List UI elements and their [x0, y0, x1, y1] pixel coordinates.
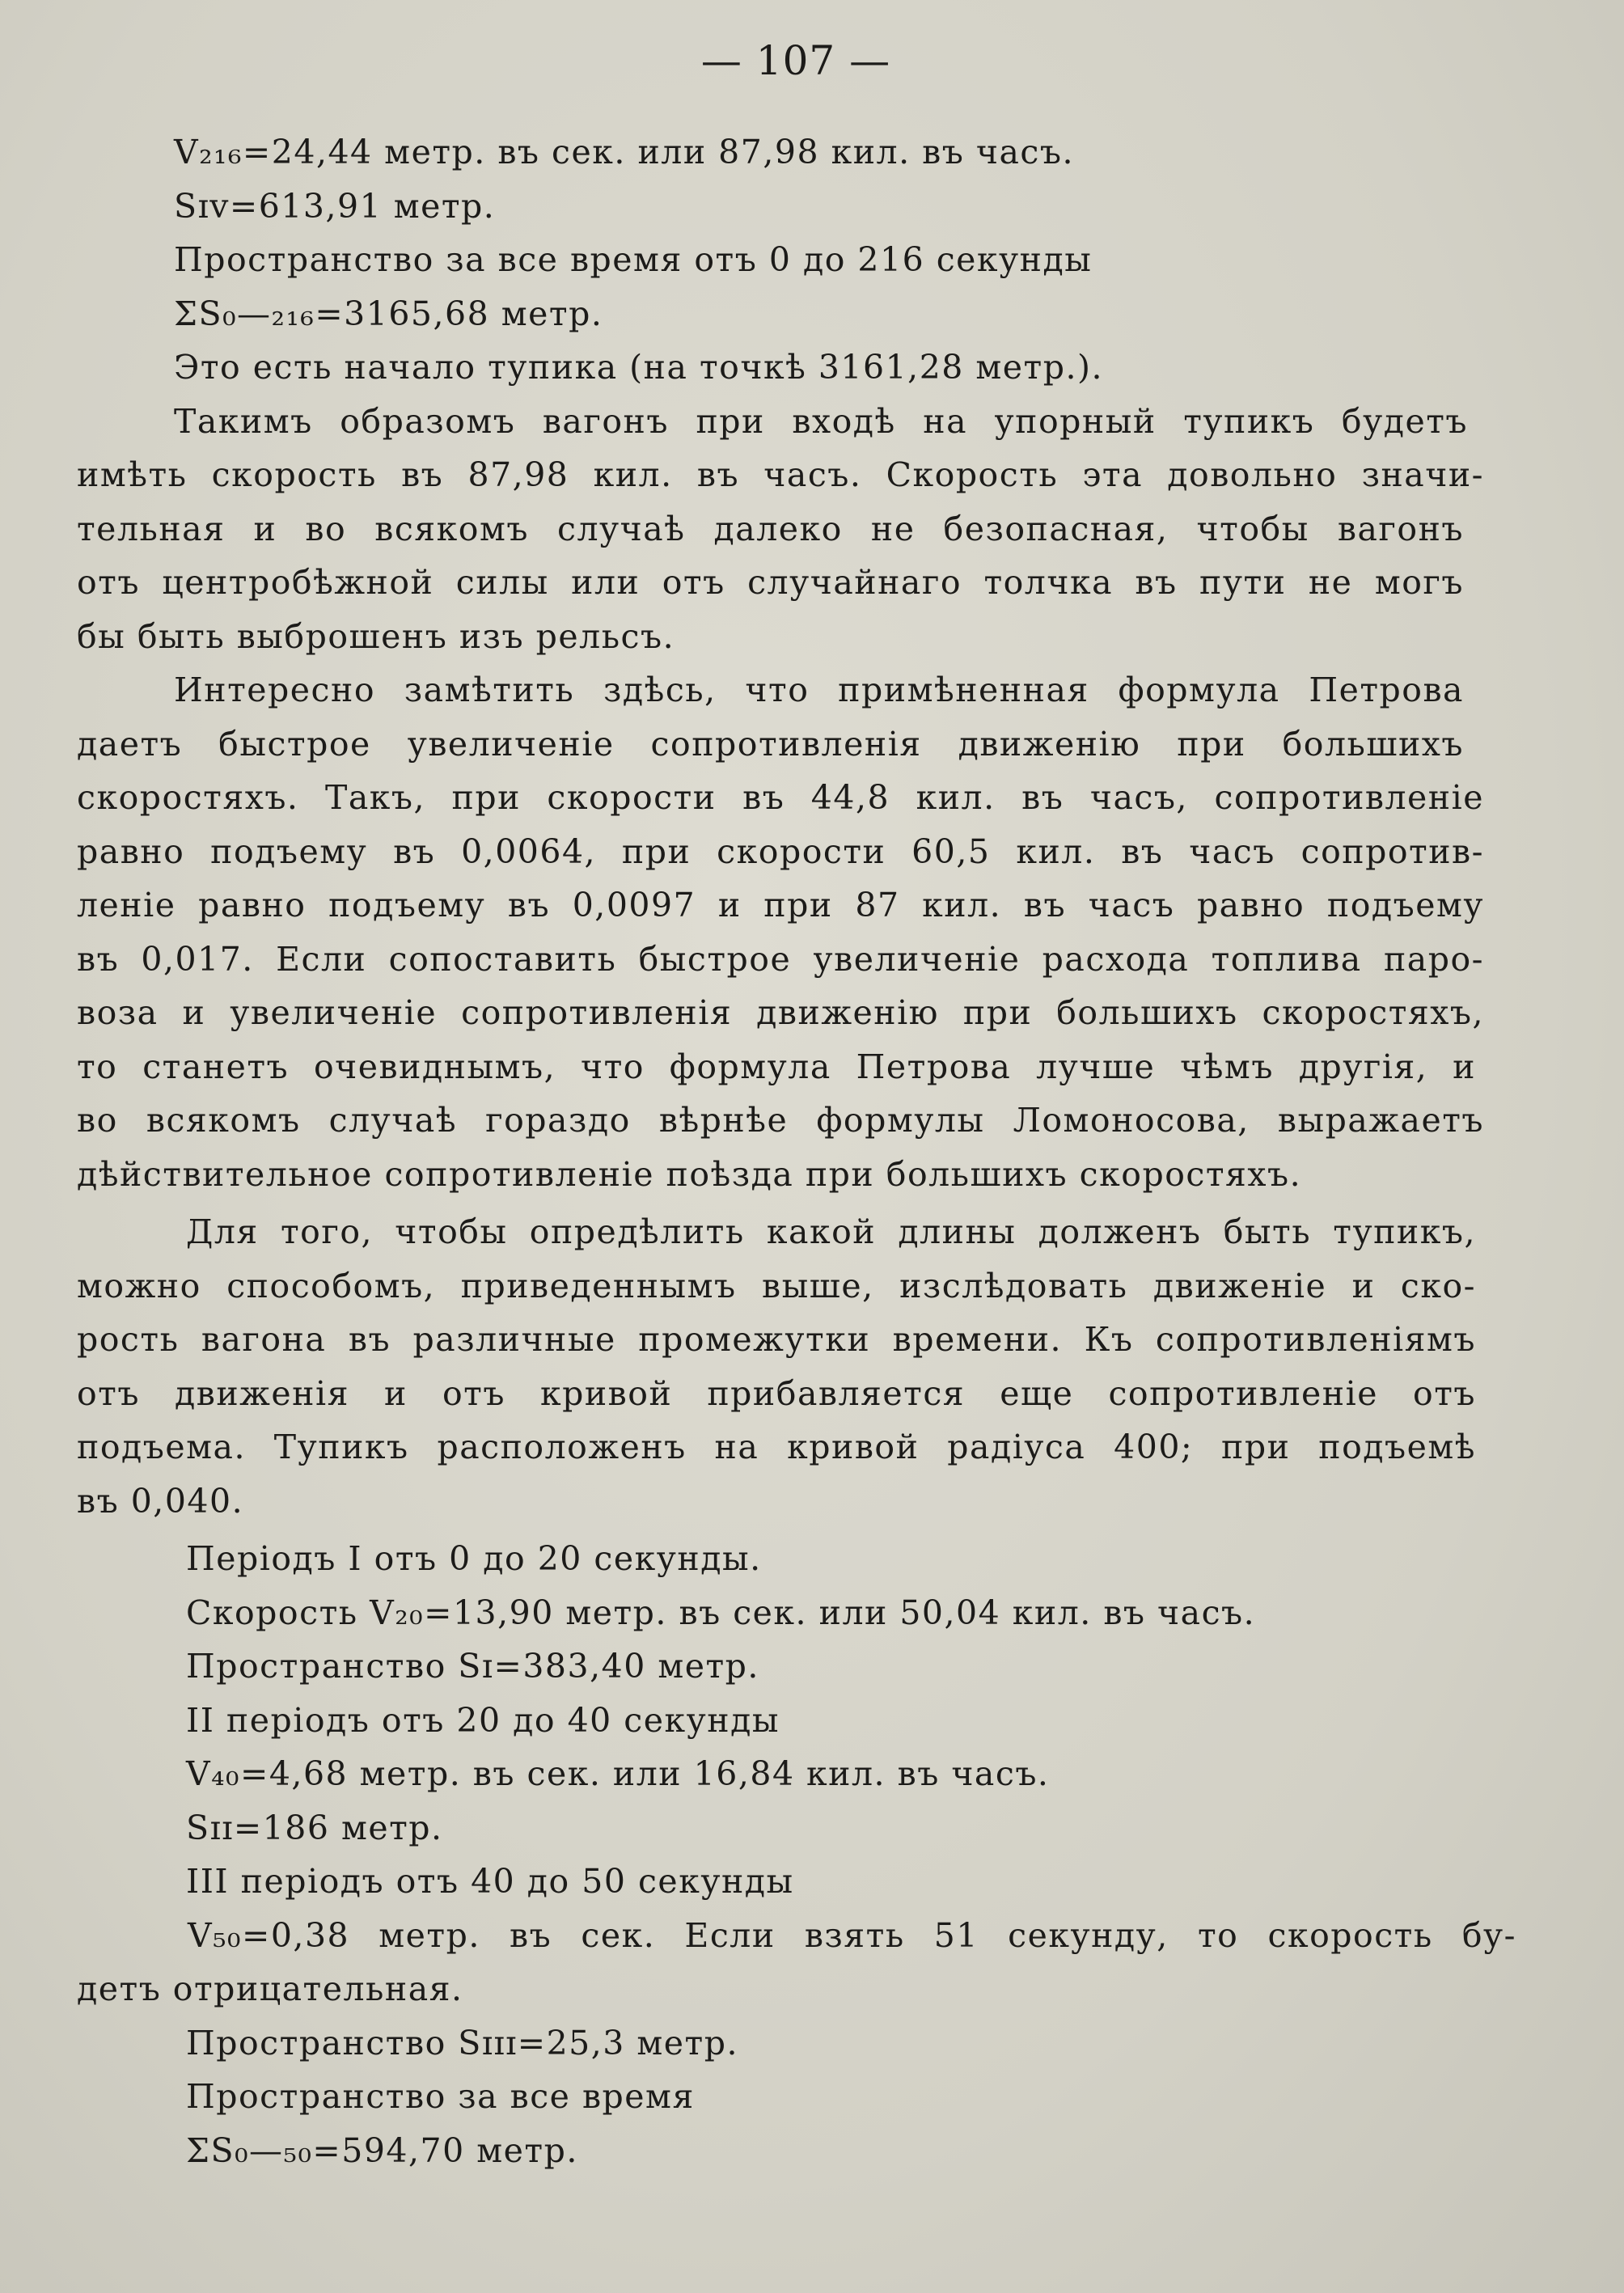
text-line: можно способомъ, приведеннымъ выше, изслѣдовать движеніе и ско- — [77, 1266, 1476, 1305]
text-line: ΣS₀—₅₀=594,70 метр. — [186, 2130, 578, 2170]
text-line: Такимъ образомъ вагонъ при входѣ на упорный тупикъ будетъ — [174, 401, 1468, 441]
text-line: бы быть выброшенъ изъ рельсъ. — [77, 616, 675, 656]
text-line: Скорость V₂₀=13,90 метр. въ сек. или 50,04 кил. въ часъ. — [186, 1593, 1256, 1632]
text-line: отъ центробѣжной силы или отъ случайнаго толчка въ пути не могъ — [77, 563, 1464, 602]
text-line: II періодъ отъ 20 до 40 секунды — [186, 1700, 780, 1740]
text-line: рость вагона въ различные промежутки времени. Къ сопротивленіямъ — [77, 1320, 1476, 1359]
text-line: детъ отрицательная. — [77, 1969, 463, 2008]
body-text — [77, 125, 1516, 2177]
text-line: дѣйствительное сопротивленіе поѣзда при большихъ скоростяхъ. — [77, 1154, 1302, 1194]
text-line: имѣть скорость въ 87,98 кил. въ часъ. Скорость эта довольно значи- — [77, 455, 1484, 494]
text-line: Интересно замѣтить здѣсь, что примѣненная формула Петрова — [174, 671, 1464, 709]
text-line: Это есть начало тупика (на точкѣ 3161,28 метр.). — [174, 348, 1104, 387]
text-line: Пространство Sɪɪɪ=25,3 метр. — [186, 2023, 739, 2062]
text-line: Sɪɪ=186 метр. — [186, 1808, 443, 1847]
page-number: — 107 — — [700, 37, 891, 84]
text-line: Для того, чтобы опредѣлить какой длины долженъ быть тупикъ, — [186, 1212, 1476, 1251]
text-line: V₂₁₆=24,44 метр. въ сек. или 87,98 кил. въ часъ. — [174, 133, 1074, 171]
text-line: Пространство за все время — [186, 2077, 695, 2116]
text-line: во всякомъ случаѣ гораздо вѣрнѣе формулы Ломоносова, выражаетъ — [77, 1101, 1484, 1140]
text-line: леніе равно подъему въ 0,0097 и при 87 кил. въ часъ равно подъему — [77, 886, 1484, 924]
text-line: подъема. Тупикъ расположенъ на кривой радіуса 400; при подъемѣ — [77, 1428, 1476, 1466]
text-line: ΣS₀—₂₁₆=3165,68 метр. — [174, 294, 603, 333]
text-line: Пространство Sɪ=383,40 метр. — [186, 1647, 759, 1686]
text-line: въ 0,017. Если сопоставить быстрое увеличеніе расхода топлива паро- — [77, 939, 1484, 979]
text-line: Пространство за все время отъ 0 до 216 секунды — [174, 240, 1093, 279]
text-line: V₅₀=0,38 метр. въ сек. Если взять 51 секунду, то скорость бу- — [188, 1915, 1516, 1955]
text-line: то станетъ очевиднымъ, что формула Петрова лучше чѣмъ другія, и — [77, 1047, 1476, 1086]
text-line: скоростяхъ. Такъ, при скорости въ 44,8 кил. въ часъ, сопротивленіе — [77, 778, 1484, 817]
text-line: даетъ быстрое увеличеніе сопротивленія движенію при большихъ — [77, 724, 1464, 764]
text-line: воза и увеличеніе сопротивленія движенію при большихъ скоростяхъ, — [77, 993, 1484, 1032]
text-line: тельная и во всякомъ случаѣ далеко не безопасная, чтобы вагонъ — [77, 509, 1464, 548]
text-line: равно подъему въ 0,0064, при скорости 60,5 кил. въ часъ сопротив- — [77, 831, 1484, 871]
text-line: въ 0,040. — [77, 1481, 244, 1521]
text-line: V₄₀=4,68 метр. въ сек. или 16,84 кил. въ часъ. — [186, 1754, 1050, 1793]
text-line: Sɪᴠ=613,91 метр. — [174, 186, 496, 226]
text-line: III періодъ отъ 40 до 50 секунды — [186, 1862, 794, 1901]
text-line: отъ движенія и отъ кривой прибавляется еще сопротивленіе отъ — [77, 1373, 1476, 1413]
text-line: Періодъ I отъ 0 до 20 секунды. — [186, 1539, 762, 1578]
